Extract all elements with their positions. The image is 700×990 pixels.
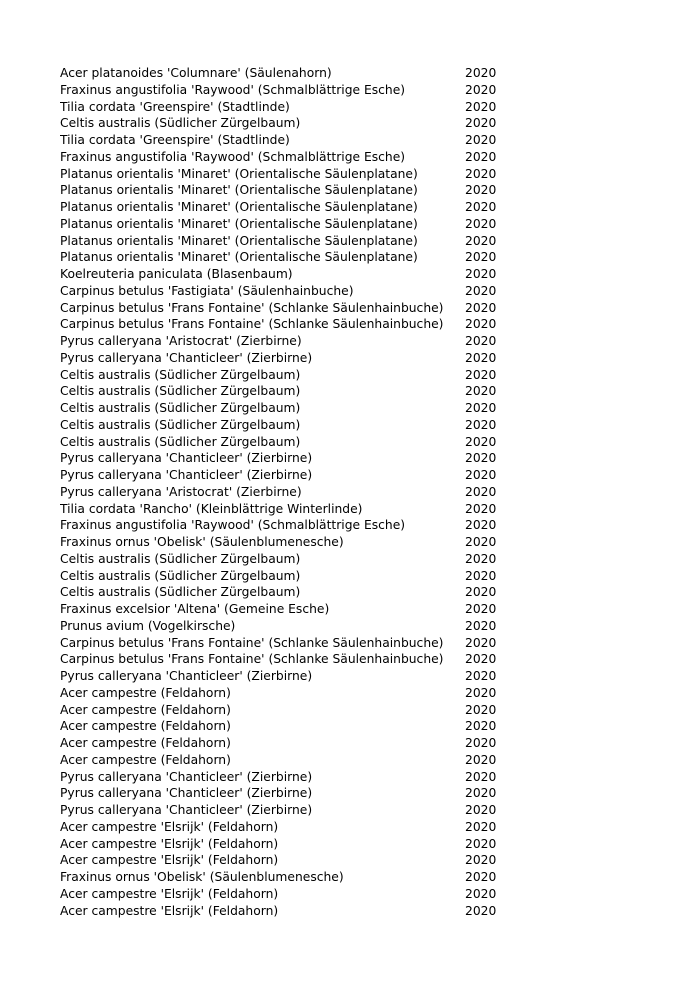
- list-item: [60, 115, 520, 132]
- list-item: [60, 802, 520, 819]
- list-item: [60, 249, 520, 266]
- planting-year: 2020: [465, 434, 497, 449]
- list-item: [60, 199, 520, 216]
- tree-species-name: Pyrus calleryana 'Chanticleer' (Zierbirne): [60, 786, 313, 801]
- tree-species-name: Carpinus betulus 'Frans Fontaine' (Schlanke Säulenhainbuche): [60, 652, 444, 667]
- tree-species-name: Acer campestre 'Elsrijk' (Feldahorn): [60, 903, 279, 918]
- planting-year: 2020: [465, 233, 497, 248]
- tree-species-name: Pyrus calleryana 'Chanticleer' (Zierbirne): [60, 669, 313, 683]
- tree-species-name: Tilia cordata 'Greenspire' (Stadtlinde): [60, 99, 290, 114]
- tree-species-name: Pyrus calleryana 'Aristocrat' (Zierbirne): [60, 484, 302, 499]
- tree-species-name: Fraxinus angustifolia 'Raywood' (Schmalblättrige Esche): [60, 518, 406, 533]
- tree-species-name: Fraxinus ornus 'Obelisk' (Säulenblumenesche): [60, 535, 344, 549]
- list-item: [60, 99, 520, 116]
- list-item: [60, 618, 520, 635]
- planting-year: 2020: [465, 736, 497, 750]
- tree-species-name: Acer campestre 'Elsrijk' (Feldahorn): [60, 819, 279, 834]
- list-item: [60, 484, 520, 501]
- planting-year: 2020: [465, 853, 497, 868]
- tree-species-name: Acer campestre (Feldahorn): [60, 719, 231, 734]
- planting-year: 2020: [465, 685, 497, 700]
- list-item: [60, 568, 520, 585]
- tree-species-name: Celtis australis (Südlicher Zürgelbaum): [60, 585, 301, 600]
- tree-species-name: Platanus orientalis 'Minaret' (Orientalische Säulenplatane): [60, 166, 418, 181]
- planting-year: 2020: [465, 149, 497, 164]
- list-item: [60, 82, 520, 99]
- planting-year: 2020: [465, 300, 497, 315]
- tree-species-name: Acer campestre (Feldahorn): [60, 752, 231, 767]
- planting-year: 2020: [465, 250, 497, 265]
- tree-species-name: Pyrus calleryana 'Chanticleer' (Zierbirne): [60, 350, 313, 365]
- tree-species-name: Acer campestre (Feldahorn): [60, 736, 231, 750]
- list-item: [60, 434, 520, 451]
- list-item: [60, 467, 520, 484]
- tree-species-name: Fraxinus excelsior 'Altena' (Gemeine Esche): [60, 602, 330, 616]
- tree-species-name: Celtis australis (Südlicher Zürgelbaum): [60, 116, 301, 131]
- planting-year: 2020: [465, 719, 497, 734]
- planting-year: 2020: [465, 283, 497, 298]
- list-item: [60, 836, 520, 853]
- tree-species-name: Pyrus calleryana 'Chanticleer' (Zierbirne): [60, 451, 313, 466]
- list-item: [60, 534, 520, 551]
- tree-species-name: Platanus orientalis 'Minaret' (Orientalische Säulenplatane): [60, 200, 418, 214]
- planting-year: 2020: [465, 367, 497, 382]
- planting-year: 2020: [465, 585, 497, 600]
- tree-list: [60, 65, 520, 919]
- list-item: [60, 149, 520, 166]
- list-item: [60, 417, 520, 434]
- planting-year: 2020: [465, 384, 497, 399]
- tree-species-name: Acer campestre 'Elsrijk' (Feldahorn): [60, 836, 279, 851]
- tree-species-name: Carpinus betulus 'Frans Fontaine' (Schlanke Säulenhainbuche): [60, 317, 444, 332]
- list-item: [60, 383, 520, 400]
- list-item: [60, 216, 520, 233]
- list-item: [60, 718, 520, 735]
- planting-year: 2020: [465, 216, 497, 231]
- list-item: [60, 819, 520, 836]
- list-item: [60, 233, 520, 250]
- planting-year: 2020: [465, 786, 497, 801]
- tree-species-name: Acer platanoides 'Columnare' (Säulenahorn): [60, 66, 332, 80]
- planting-year: 2020: [465, 267, 497, 281]
- tree-species-name: Platanus orientalis 'Minaret' (Orientalische Säulenplatane): [60, 233, 418, 248]
- tree-species-name: Tilia cordata 'Greenspire' (Stadtlinde): [60, 133, 290, 147]
- list-item: [60, 551, 520, 568]
- list-item: [60, 635, 520, 652]
- tree-species-name: Celtis australis (Südlicher Zürgelbaum): [60, 384, 301, 399]
- planting-year: 2020: [465, 769, 497, 784]
- tree-species-name: Fraxinus ornus 'Obelisk' (Säulenblumenesche): [60, 870, 344, 884]
- tree-species-name: Carpinus betulus 'Frans Fontaine' (Schlanke Säulenhainbuche): [60, 300, 444, 315]
- list-item: [60, 501, 520, 518]
- planting-year: 2020: [465, 317, 497, 332]
- planting-year: 2020: [465, 417, 497, 432]
- list-item: [60, 300, 520, 317]
- tree-species-name: Platanus orientalis 'Minaret' (Orientalische Säulenplatane): [60, 183, 418, 198]
- planting-year: 2020: [465, 166, 497, 181]
- planting-year: 2020: [465, 484, 497, 499]
- list-item: [60, 517, 520, 534]
- planting-year: 2020: [465, 652, 497, 667]
- list-item: [60, 65, 520, 82]
- planting-year: 2020: [465, 535, 497, 549]
- tree-species-name: Koelreuteria paniculata (Blasenbaum): [60, 267, 293, 281]
- list-item: [60, 752, 520, 769]
- list-item: [60, 668, 520, 685]
- planting-year: 2020: [465, 836, 497, 851]
- list-item: [60, 367, 520, 384]
- planting-year: 2020: [465, 82, 497, 97]
- tree-species-name: Celtis australis (Südlicher Zürgelbaum): [60, 367, 301, 382]
- planting-year: 2020: [465, 501, 497, 516]
- list-item: [60, 685, 520, 702]
- planting-year: 2020: [465, 752, 497, 767]
- planting-year: 2020: [465, 669, 497, 683]
- planting-year: 2020: [465, 350, 497, 365]
- planting-year: 2020: [465, 635, 497, 650]
- list-item: [60, 584, 520, 601]
- list-item: [60, 350, 520, 367]
- list-item: [60, 333, 520, 350]
- tree-species-name: Pyrus calleryana 'Chanticleer' (Zierbirne): [60, 769, 313, 784]
- list-item: [60, 450, 520, 467]
- planting-year: 2020: [465, 200, 497, 214]
- tree-species-name: Acer campestre 'Elsrijk' (Feldahorn): [60, 886, 279, 901]
- list-item: [60, 852, 520, 869]
- tree-species-name: Fraxinus angustifolia 'Raywood' (Schmalblättrige Esche): [60, 149, 406, 164]
- list-item: [60, 702, 520, 719]
- tree-species-name: Acer campestre 'Elsrijk' (Feldahorn): [60, 853, 279, 868]
- list-item: [60, 903, 520, 920]
- planting-year: 2020: [465, 803, 497, 817]
- planting-year: 2020: [465, 468, 497, 482]
- list-item: [60, 182, 520, 199]
- planting-year: 2020: [465, 66, 497, 80]
- tree-species-name: Platanus orientalis 'Minaret' (Orientalische Säulenplatane): [60, 216, 418, 231]
- tree-species-name: Acer campestre (Feldahorn): [60, 685, 231, 700]
- list-item: [60, 651, 520, 668]
- planting-year: 2020: [465, 451, 497, 466]
- planting-year: 2020: [465, 886, 497, 901]
- planting-year: 2020: [465, 618, 497, 633]
- list-item: [60, 886, 520, 903]
- list-item: [60, 316, 520, 333]
- tree-species-name: Platanus orientalis 'Minaret' (Orientalische Säulenplatane): [60, 250, 418, 265]
- tree-species-name: Tilia cordata 'Rancho' (Kleinblättrige Winterlinde): [60, 501, 363, 516]
- tree-species-name: Prunus avium (Vogelkirsche): [60, 618, 236, 633]
- list-item: [60, 769, 520, 786]
- planting-year: 2020: [465, 183, 497, 198]
- planting-year: 2020: [465, 819, 497, 834]
- tree-species-name: Pyrus calleryana 'Aristocrat' (Zierbirne): [60, 334, 302, 348]
- tree-species-name: Pyrus calleryana 'Chanticleer' (Zierbirne): [60, 803, 313, 817]
- tree-species-name: Celtis australis (Südlicher Zürgelbaum): [60, 417, 301, 432]
- planting-year: 2020: [465, 518, 497, 533]
- planting-year: 2020: [465, 99, 497, 114]
- list-item: [60, 166, 520, 183]
- tree-species-name: Pyrus calleryana 'Chanticleer' (Zierbirne): [60, 468, 313, 482]
- planting-year: 2020: [465, 870, 497, 884]
- planting-year: 2020: [465, 401, 497, 415]
- list-item: [60, 283, 520, 300]
- list-item: [60, 785, 520, 802]
- list-item: [60, 400, 520, 417]
- planting-year: 2020: [465, 116, 497, 131]
- list-item: [60, 601, 520, 618]
- planting-year: 2020: [465, 568, 497, 583]
- tree-species-name: Celtis australis (Südlicher Zürgelbaum): [60, 568, 301, 583]
- tree-species-name: Acer campestre (Feldahorn): [60, 702, 231, 717]
- tree-species-name: Celtis australis (Südlicher Zürgelbaum): [60, 401, 301, 415]
- list-item: [60, 266, 520, 283]
- planting-year: 2020: [465, 334, 497, 348]
- planting-year: 2020: [465, 133, 497, 147]
- tree-species-name: Fraxinus angustifolia 'Raywood' (Schmalblättrige Esche): [60, 82, 406, 97]
- planting-year: 2020: [465, 903, 497, 918]
- planting-year: 2020: [465, 602, 497, 616]
- planting-year: 2020: [465, 551, 497, 566]
- list-item: [60, 132, 520, 149]
- list-item: [60, 869, 520, 886]
- tree-species-name: Carpinus betulus 'Frans Fontaine' (Schlanke Säulenhainbuche): [60, 635, 444, 650]
- tree-species-name: Celtis australis (Südlicher Zürgelbaum): [60, 551, 301, 566]
- tree-species-name: Celtis australis (Südlicher Zürgelbaum): [60, 434, 301, 449]
- list-item: [60, 735, 520, 752]
- tree-species-name: Carpinus betulus 'Fastigiata' (Säulenhainbuche): [60, 283, 354, 298]
- planting-year: 2020: [465, 702, 497, 717]
